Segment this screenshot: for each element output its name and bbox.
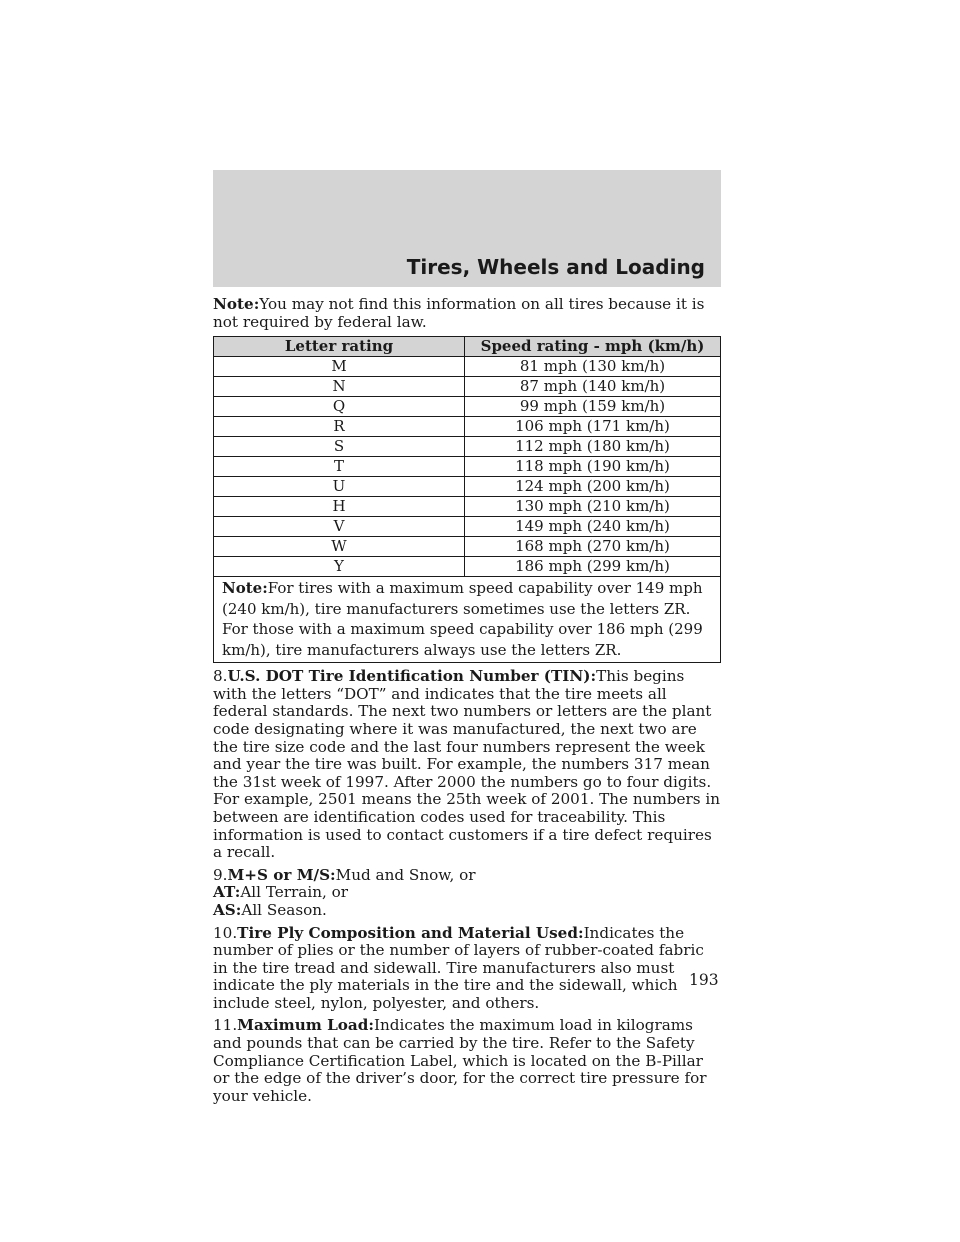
letter-rating-cell: S [214,437,465,457]
table-note-text: For tires with a maximum speed capability over 149 mph (240 km/h), tire manufacturers sometimes use the letters ZR. For those with a maximum speed capability over 186 mph (299 km/h), tire manufacturers always use the letters ZR. [222,579,703,659]
table-row [214,517,721,537]
table-row [214,477,721,497]
letter-rating-cell: V [214,517,465,537]
intro-note-text: You may not find this information on all tires because it is not required by federal law. [213,295,705,331]
item-10 [213,925,721,1013]
item-9-as-text: All Season. [241,900,327,919]
speed-rating-cell: 112 mph (180 km/h) [465,437,721,457]
page-number: 193 [689,971,719,989]
table-note-label: Note: [222,579,268,598]
intro-note [213,296,721,331]
speed-rating-table [213,336,721,663]
speed-rating-cell: 99 mph (159 km/h) [465,397,721,417]
table-row [214,497,721,517]
item-10-text: Indicates the number of plies or the number of layers of rubber-coated fabric in the tire tread and sidewall. Tire manufacturers also must indicate the ply materials in the tire and the sidewall, which include steel, nylon, polyester, and others. [213,923,704,1012]
letter-rating-cell: Q [214,397,465,417]
section-title: Tires, Wheels and Loading [406,255,705,279]
table-row [214,417,721,437]
item-11-text: Indicates the maximum load in kilograms and pounds that can be carried by the tire. Refer to the Safety Compliance Certification Label, which is located on the B-Pillar or the edge of the driver’s door, for the correct tire pressure for your vehicle. [213,1016,707,1105]
item-11-title: Maximum Load: [237,1016,374,1035]
table-row [214,457,721,477]
letter-rating-cell: U [214,477,465,497]
item-9-ms-label: M+S or M/S: [227,865,336,884]
letter-rating-cell: N [214,377,465,397]
speed-table-body [214,357,721,577]
item-10-number: 10. [213,923,238,942]
speed-rating-cell: 118 mph (190 km/h) [465,457,721,477]
item-8 [213,668,721,862]
table-row [214,437,721,457]
intro-note-label: Note: [213,295,260,313]
speed-rating-cell: 149 mph (240 km/h) [465,517,721,537]
letter-rating-cell: R [214,417,465,437]
page-content [213,296,721,1105]
table-header-row [214,337,721,357]
letter-rating-cell: M [214,357,465,377]
item-11-number: 11. [213,1016,238,1035]
letter-rating-cell: Y [214,557,465,577]
letter-rating-cell: H [214,497,465,517]
section-header-band [213,170,721,287]
table-note [214,577,721,663]
speed-rating-cell: 168 mph (270 km/h) [465,537,721,557]
header-speed-rating: Speed rating - mph (km/h) [465,337,721,357]
item-9-at-label: AT: [213,883,241,902]
letter-rating-cell: W [214,537,465,557]
header-letter-rating: Letter rating [214,337,465,357]
speed-rating-cell: 130 mph (210 km/h) [465,497,721,517]
item-9-number: 9. [213,865,228,884]
speed-rating-cell: 124 mph (200 km/h) [465,477,721,497]
item-9 [213,867,721,920]
speed-rating-cell: 186 mph (299 km/h) [465,557,721,577]
speed-rating-cell: 106 mph (171 km/h) [465,417,721,437]
item-8-title: U.S. DOT Tire Identification Number (TIN): [227,667,597,686]
letter-rating-cell: T [214,457,465,477]
item-8-number: 8. [213,667,228,686]
item-9-ms-text: Mud and Snow, or [335,865,476,884]
table-note-row [214,577,721,663]
table-row [214,377,721,397]
table-row [214,397,721,417]
table-row [214,557,721,577]
item-9-as-label: AS: [213,900,242,919]
item-10-title: Tire Ply Composition and Material Used: [237,923,584,942]
speed-rating-cell: 87 mph (140 km/h) [465,377,721,397]
item-8-text: This begins with the letters “DOT” and indicates that the tire meets all federal standards. The next two numbers or letters are the plant code designating where it was manufactured, the next two are the tire size code and the last four numbers represent the week and year the tire was built. For example, the numbers 317 mean the 31st week of 1997. After 2000 the numbers go to four digits. For example, 2501 means the 25th week of 2001. The numbers in between are identification codes used for traceability. This information is used to contact customers if a tire defect requires a recall. [213,667,721,862]
table-row [214,537,721,557]
item-9-at-text: All Terrain, or [240,883,349,902]
speed-rating-cell: 81 mph (130 km/h) [465,357,721,377]
table-row [214,357,721,377]
item-11 [213,1017,721,1105]
